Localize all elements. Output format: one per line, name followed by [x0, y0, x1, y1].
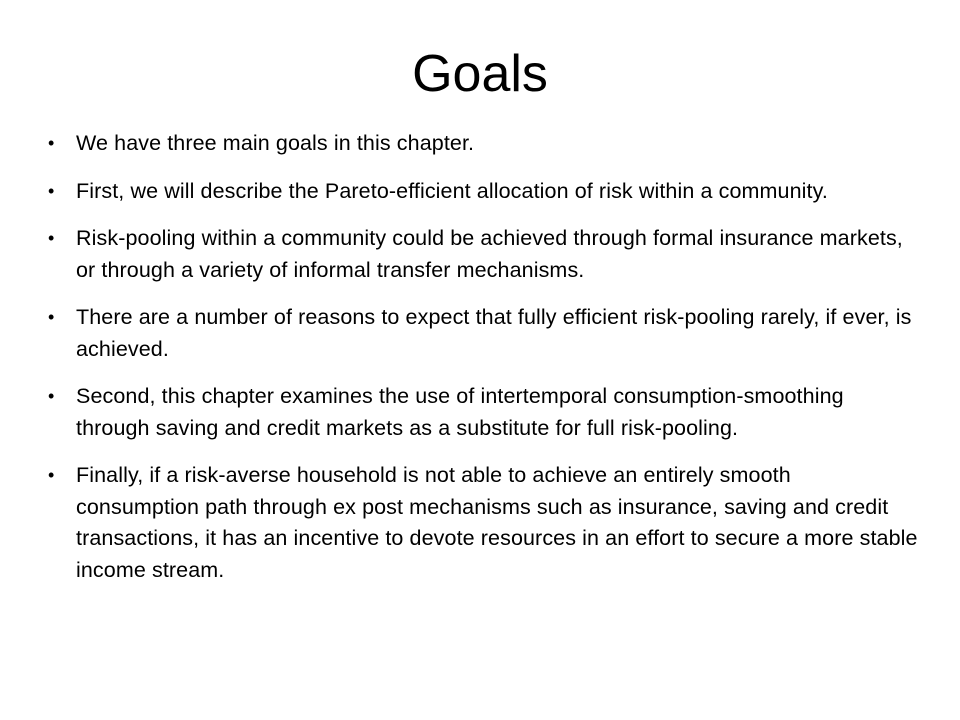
bullet-text: First, we will describe the Pareto-efficient allocation of risk within a community.: [76, 178, 828, 203]
bullet-text: Risk-pooling within a community could be achieved through formal insurance markets, or through a variety of informal transfer mechanisms.: [76, 226, 903, 282]
bullet-list: [48, 128, 918, 602]
bullet-dot-icon: •: [48, 180, 55, 201]
bullet-item: [48, 128, 918, 160]
bullet-dot-icon: •: [48, 386, 55, 406]
bullet-item: [48, 381, 918, 444]
bullet-item: [48, 302, 918, 365]
bullet-dot-icon: •: [48, 133, 55, 153]
bullet-text: Second, this chapter examines the use of intertemporal consumption-smoothing through saving and credit markets as a substitute for full risk-pooling.: [76, 384, 844, 440]
bullet-dot-icon: •: [48, 465, 55, 485]
bullet-text: There are a number of reasons to expect that fully efficient risk-pooling rarely, if ever, is achieved.: [76, 305, 912, 361]
slide-title: Goals: [412, 45, 548, 103]
bullet-item: [48, 176, 918, 208]
bullet-text: We have three main goals in this chapter.: [76, 131, 475, 155]
bullet-text: Finally, if a risk-averse household is not able to achieve an entirely smooth consumption path through ex post mechanisms such as insurance, saving and credit transactions, it has an incentive to devote resources in an effort to secure a more stable income stream.: [76, 463, 918, 582]
bullet-item: [48, 460, 918, 586]
bullet-dot-icon: •: [48, 228, 55, 248]
bullet-item: [48, 223, 918, 286]
bullet-dot-icon: •: [48, 307, 55, 327]
